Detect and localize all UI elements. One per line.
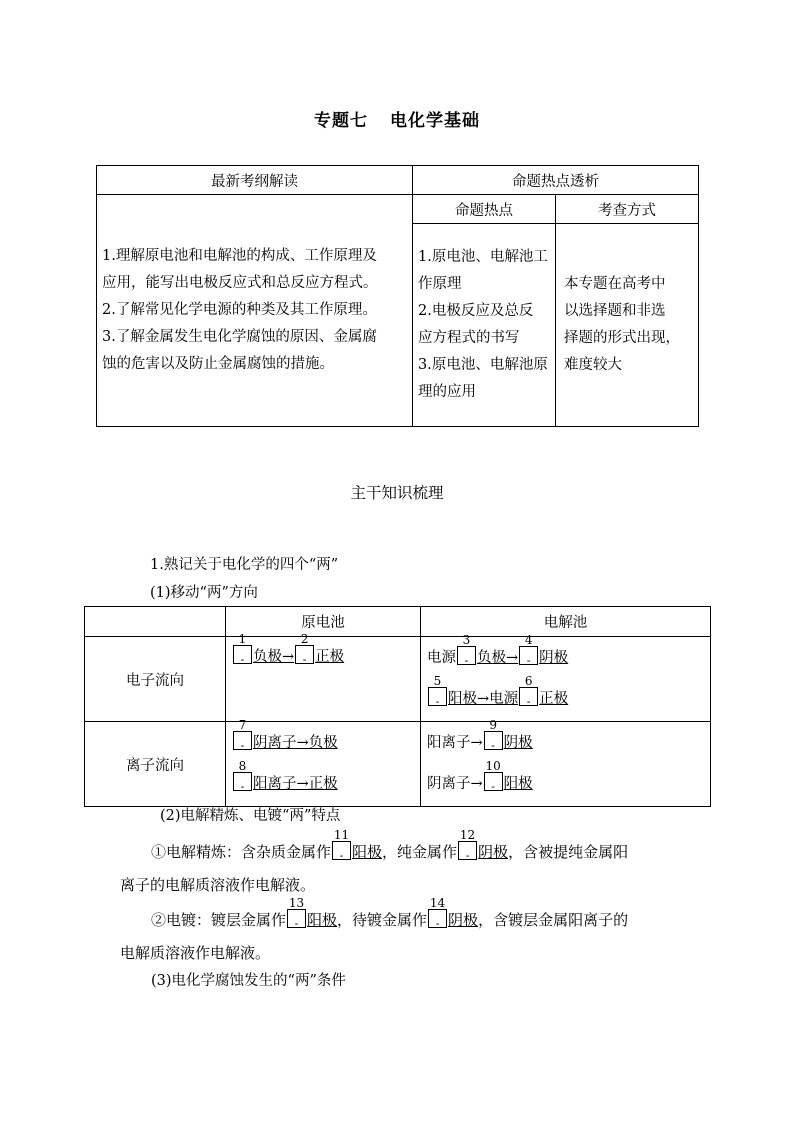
- refining-text: ①电解精炼：含杂质金属作: [151, 843, 332, 861]
- answer-blank-8[interactable]: 8 -: [233, 772, 252, 790]
- electron-flow-line-2: [427, 674, 709, 720]
- plating-paragraph-line-1: [151, 896, 629, 930]
- answer-text: 阳极: [352, 843, 383, 861]
- ion-flow-line-1: [232, 718, 419, 764]
- ion-flow-line-4: [427, 759, 709, 805]
- col-header-electrolytic: 电解池: [421, 607, 711, 637]
- flow-text: 电源: [427, 650, 456, 666]
- title-topic-number: 专题七: [314, 111, 368, 131]
- direction-table: [84, 606, 711, 807]
- syllabus-line: 2.了解常见化学电源的种类及其工作原理。: [102, 302, 377, 318]
- ion-flow-electrolytic: [421, 718, 711, 807]
- answer-text: 正极: [315, 649, 345, 665]
- answer-text: 阴极: [478, 843, 509, 861]
- method-line: 难度较大: [564, 357, 622, 373]
- flow-text: 阳离子→: [427, 735, 483, 751]
- answer-text: 负极→: [477, 650, 519, 666]
- syllabus-line: 蚀的危害以及防止金属腐蚀的措施。: [102, 356, 334, 372]
- hot-line: 2.电极反应及总反: [418, 303, 534, 319]
- answer-text: 阴极: [539, 650, 569, 666]
- syllabus-line: 1.理解原电池和电解池的构成、工作原理及: [102, 248, 377, 264]
- title-topic-name: 电化学基础: [390, 111, 480, 131]
- col-header-primary: 原电池: [226, 607, 421, 637]
- electron-flow-primary: [226, 632, 421, 722]
- syllabus-header: 最新考纲解读: [97, 166, 413, 195]
- hot-line: 3.原电池、电解池原: [418, 357, 548, 373]
- answer-text: 阳离子→正极: [253, 776, 338, 792]
- hot-topic-content: [413, 224, 556, 427]
- answer-blank-2[interactable]: 2 -: [295, 645, 314, 663]
- answer-blank-11[interactable]: 11 -: [333, 828, 350, 862]
- electron-flow-electrolytic: [421, 633, 711, 722]
- syllabus-table: [96, 165, 699, 427]
- row-label-electron: 电子流向: [85, 637, 226, 722]
- answer-blank-4[interactable]: 4 -: [519, 646, 538, 664]
- refining-paragraph-line-2: 离子的电解质溶液作电解液。: [120, 876, 316, 894]
- plating-text: ，含镀层金属阳离子的: [478, 911, 629, 929]
- plating-text: ，待镀金属作: [337, 911, 428, 929]
- method-line: 以选择题和非选: [564, 303, 666, 319]
- plating-text: ②电镀：镀层金属作: [151, 911, 287, 929]
- page-title: [0, 106, 794, 131]
- sub-heading-3: (3)电化学腐蚀发生的“两”条件: [151, 973, 346, 989]
- electron-flow-line-1: [427, 633, 709, 679]
- sub-heading-1: (1)移动“两”方向: [150, 585, 258, 601]
- ion-flow-line-2: [232, 759, 419, 805]
- hot-line: 作原理: [418, 276, 462, 292]
- answer-blank-13[interactable]: 13 -: [288, 896, 305, 930]
- hot-topic-subheader: 命题热点: [413, 195, 556, 224]
- answer-blank-5[interactable]: 5 -: [428, 687, 447, 705]
- answer-blank-14[interactable]: 14 -: [429, 896, 446, 930]
- answer-blank-3[interactable]: 3 -: [457, 646, 476, 664]
- item1-heading: 1.熟记关于电化学的四个“两”: [150, 557, 339, 573]
- method-line: 择题的形式出现，: [564, 330, 680, 346]
- answer-text: 阳极: [503, 776, 533, 792]
- answer-text: 正极: [539, 691, 569, 707]
- answer-blank-12[interactable]: 12 -: [459, 828, 476, 862]
- answer-blank-9[interactable]: 9 -: [484, 731, 503, 749]
- row-label-ion: 离子流向: [85, 722, 226, 807]
- hot-line: 应方程式的书写: [418, 330, 520, 346]
- method-content: [556, 224, 699, 427]
- answer-blank-7[interactable]: 7 -: [233, 731, 252, 749]
- hot-line: 1.原电池、电解池工: [418, 249, 548, 265]
- syllabus-content: [97, 195, 413, 427]
- answer-text: 阴离子→负极: [253, 735, 338, 751]
- answer-text: 阳极: [307, 911, 338, 929]
- refining-text: ，含被提纯金属阳: [508, 843, 629, 861]
- ion-flow-line-3: [427, 718, 709, 764]
- section-title: 主干知识梳理: [350, 484, 444, 502]
- hot-line: 理的应用: [418, 384, 476, 400]
- syllabus-line: 3.了解金属发生电化学腐蚀的原因、金属腐: [102, 329, 377, 345]
- answer-text: 阴极: [503, 735, 533, 751]
- flow-text: 阴离子→: [427, 776, 483, 792]
- refining-paragraph-line-1: [151, 828, 629, 862]
- answer-blank-1[interactable]: 1 -: [233, 645, 252, 663]
- plating-paragraph-line-2: 电解质溶液作电解液。: [120, 944, 271, 962]
- method-line: 本专题在高考中: [564, 276, 666, 292]
- refining-text: ，纯金属作: [382, 843, 458, 861]
- hotspot-header: 命题热点透析: [413, 166, 699, 195]
- answer-text: 阴极: [448, 911, 479, 929]
- answer-blank-10[interactable]: 10 -: [485, 759, 501, 793]
- ion-flow-primary: [226, 718, 421, 807]
- answer-blank-6[interactable]: 6 -: [519, 687, 538, 705]
- method-subheader: 考查方式: [556, 195, 699, 224]
- corner-cell: [85, 607, 226, 637]
- syllabus-line: 应用，能写出电极反应式和总反应方程式。: [102, 275, 378, 291]
- answer-text: 阳极→电源: [448, 691, 519, 707]
- sub-heading-2: (2)电解精炼、电镀“两”特点: [160, 808, 341, 824]
- answer-text: 负极→: [253, 649, 295, 665]
